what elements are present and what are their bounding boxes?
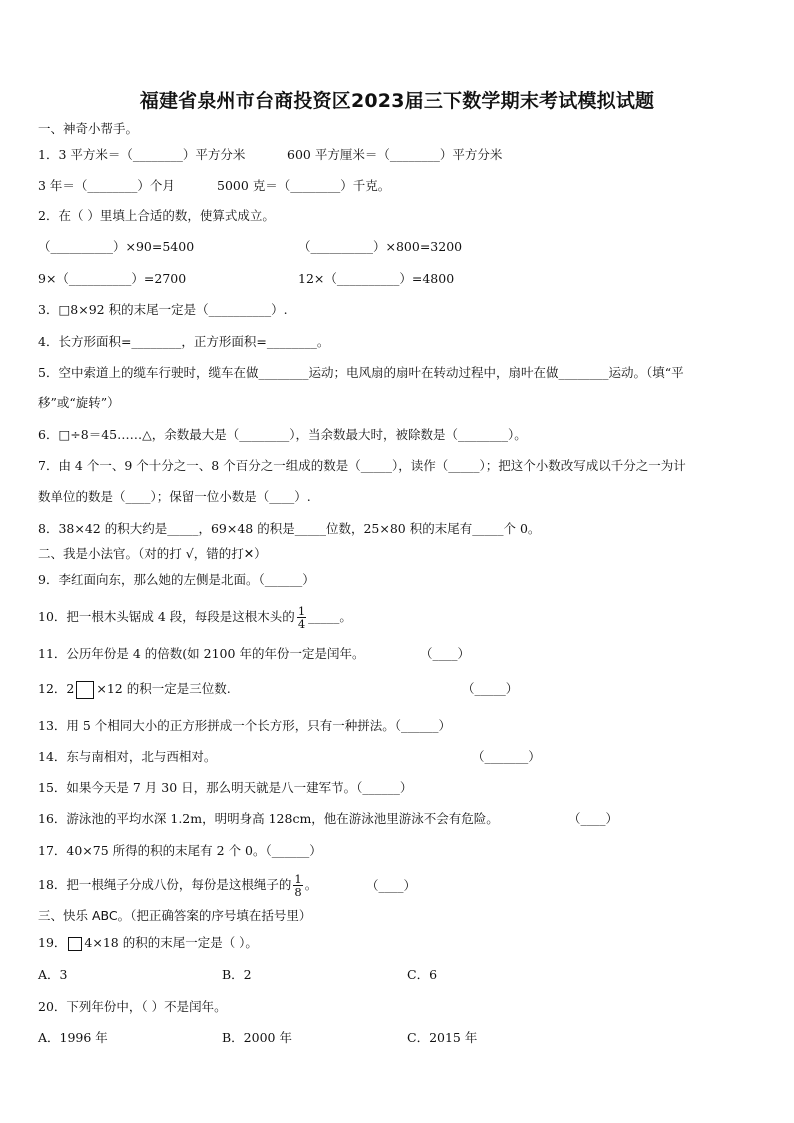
q12 — [38, 680, 231, 699]
page-title: 福建省泉州市台商投资区2023届三下数学期末考试模拟试题 — [139, 90, 655, 112]
q12-answer-blank: （_____） — [462, 681, 519, 696]
q2-part-a: （__________）×90=5400 — [38, 239, 195, 254]
q19-option-a: A．3 — [38, 967, 68, 982]
q16-answer-blank: （____） — [568, 811, 619, 826]
q5-line-2: 移”或“旋转”） — [38, 395, 120, 410]
q11: 11．公历年份是 4 的倍数(如 2100 年的年份一定是闰年。 — [38, 646, 365, 661]
q19-option-b: B．2 — [222, 967, 252, 982]
q1-part-b: 600 平方厘米＝（________）平方分米 — [287, 147, 503, 162]
q2-stem: 2．在（ ）里填上合适的数，使算式成立。 — [38, 208, 275, 223]
q10-fraction — [297, 605, 306, 630]
q18-text: 18．把一根绳子分成八份，每份是这根绳子的 — [38, 877, 292, 892]
q19-option-c: C．6 — [407, 967, 438, 982]
q19 — [38, 934, 258, 952]
q20-stem: 20．下列年份中，（ ）不是闰年。 — [38, 999, 227, 1014]
q18 — [38, 872, 317, 898]
q17: 17．40×75 所得的积的末尾有 2 个 0。（______） — [38, 843, 322, 858]
q12-text-pre: 12．2 — [38, 681, 75, 696]
q5-line-1: 5．空中索道上的缆车行驶时，缆车在做________运动；电风扇的扇叶在转动过程中，扇叶在做________运动。（填“平 — [38, 365, 684, 380]
q11-answer-blank: （____） — [420, 646, 471, 661]
q10-blank: _____。 — [308, 609, 352, 624]
q4: 4．长方形面积=________，正方形面积=________。 — [38, 334, 330, 349]
blank-box — [68, 937, 82, 951]
q19-text: 4×18 的积的末尾一定是（ ）。 — [84, 935, 258, 950]
q6: 6．□÷8＝45……△，余数最大是（________），当余数最大时，被除数是（________）。 — [38, 427, 527, 442]
fraction-numerator: 1 — [297, 604, 306, 618]
section-2-heading: 二、我是小法官。（对的打 √，错的打✕） — [38, 546, 267, 561]
q19-number: 19． — [38, 935, 67, 950]
q14: 14．东与南相对，北与西相对。 — [38, 749, 217, 764]
q9: 9．李红面向东，那么她的左侧是北面。（______） — [38, 572, 315, 587]
section-3-heading: 三、快乐 ABC。（把正确答案的序号填在括号里） — [38, 908, 312, 923]
fraction-numerator: 1 — [294, 872, 302, 886]
fraction-denominator: 8 — [294, 885, 302, 899]
q2-part-b: （__________）×800=3200 — [298, 239, 463, 254]
q1-part-d: 5000 克＝（________）千克。 — [217, 178, 391, 193]
q2-part-d: 12×（__________）=4800 — [298, 271, 455, 286]
q10-text: 10．把一根木头锯成 4 段，每段是这根木头的 — [38, 609, 295, 624]
q18-answer-blank: （____） — [366, 878, 417, 893]
q2-part-c: 9×（__________）=2700 — [38, 271, 187, 286]
q3: 3．□8×92 积的末尾一定是（__________）. — [38, 302, 288, 317]
q12-text-post: ×12 的积一定是三位数. — [96, 681, 231, 696]
q10 — [38, 604, 352, 630]
q1-part-a: 1．3 平方米＝（________）平方分米 — [38, 147, 246, 162]
q13: 13．用 5 个相同大小的正方形拼成一个长方形，只有一种拼法。（______） — [38, 718, 452, 733]
fraction-denominator: 4 — [297, 617, 306, 631]
q7-line-1: 7．由 4 个一、9 个十分之一、8 个百分之一组成的数是（_____），读作（_____）；把这个小数改写成以千分之一为计 — [38, 458, 686, 473]
q20-option-c: C．2015 年 — [407, 1030, 478, 1045]
section-1-heading: 一、神奇小帮手。 — [38, 121, 139, 136]
q7-line-2: 数单位的数是（____）；保留一位小数是（____）. — [38, 489, 311, 504]
q18-end: 。 — [304, 877, 318, 892]
q18-fraction — [293, 873, 302, 898]
q16: 16．游泳池的平均水深 1.2m，明明身高 128cm，他在游泳池里游泳不会有危险。 — [38, 811, 499, 826]
q15: 15．如果今天是 7 月 30 日，那么明天就是八一建军节。（______） — [38, 780, 413, 795]
q14-answer-blank: （_______） — [472, 749, 541, 764]
blank-box — [76, 681, 94, 699]
q20-option-b: B．2000 年 — [222, 1030, 292, 1045]
q20-option-a: A．1996 年 — [38, 1030, 108, 1045]
q8: 8．38×42 的积大约是_____，69×48 的积是_____位数，25×80 积的末尾有_____个 0。 — [38, 521, 541, 536]
q1-part-c: 3 年＝（________）个月 — [38, 178, 175, 193]
